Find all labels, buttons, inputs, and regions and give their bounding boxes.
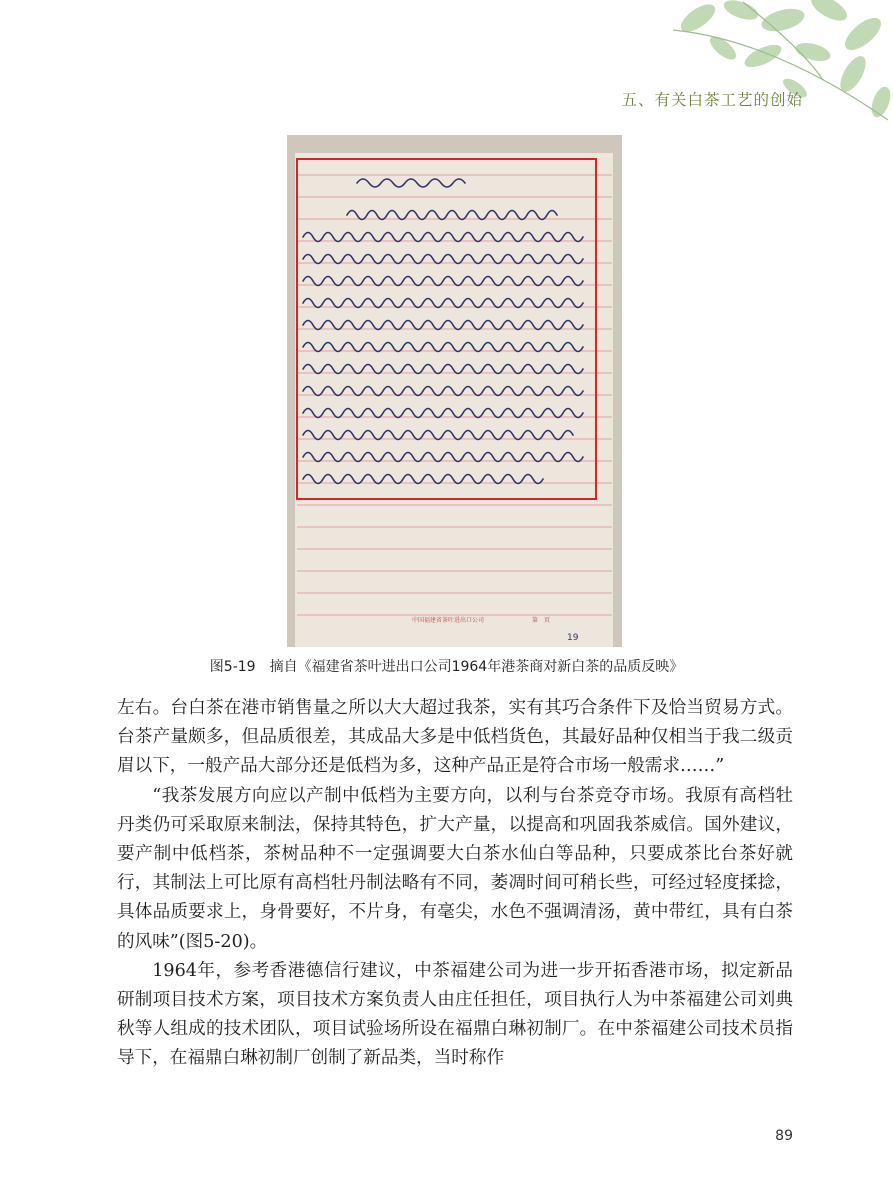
handwritten-document-photo [287,135,622,647]
leaf-decoration [653,0,893,130]
figure-caption: 图5-19 摘自《福建省茶叶进出口公司1964年港茶商对新白茶的品质反映》 [209,659,684,675]
paragraph: 左右。台白茶在港市销售量之所以大大超过我茶，实有其巧合条件下及恰当贸易方式。台茶产量颇多，但品质很差，其成品大多是中低档货色，其最好品种仅相当于我二级贡眉以下，一般产品大部分还是低档为多，这种产品正是符合市场一般需求……” [117,698,793,777]
page-number: 89 [775,1128,793,1144]
document-illustration [287,135,622,647]
section-title: 五、有关白茶工艺的创始 [621,91,803,109]
paragraph: “我茶发展方向应以产制中低档为主要方向，以利与台茶竞夺市场。我原有高档牡丹类仍可采取原来制法，保持其特色，扩大产量，以提高和巩固我茶威信。国外建议，要产制中低档茶，茶树品种不一定强调要大白茶水仙白等品种，只要成茶比台茶好就行，其制法上可比原有高档牡丹制法略有不同，萎凋时间可稍长些，可经过轻度揉捻，具体品质要求上，身骨要好，不片身，有毫尖，水色不强调清汤，黄中带红，具有白茶的风味”(图5-20)。 [117,785,793,952]
paragraph: 1964年，参考香港德信行建议，中茶福建公司为进一步开拓香港市场，拟定新品研制项目技术方案，项目技术方案负责人由庄任担任，项目执行人为中茶福建公司刘典秋等人组成的技术团队，项目试验场所设在福鼎白琳初制厂。在中茶福建公司技术员指导下，在福鼎白琳初制厂创制了新品类，当时称作 [117,960,793,1069]
form-footer-text: 中国福建省茶叶进出口公司 [412,617,485,624]
form-page-number: 19 [567,633,579,643]
form-footer-label: 第 页 [532,617,551,624]
body-text [117,694,793,1074]
